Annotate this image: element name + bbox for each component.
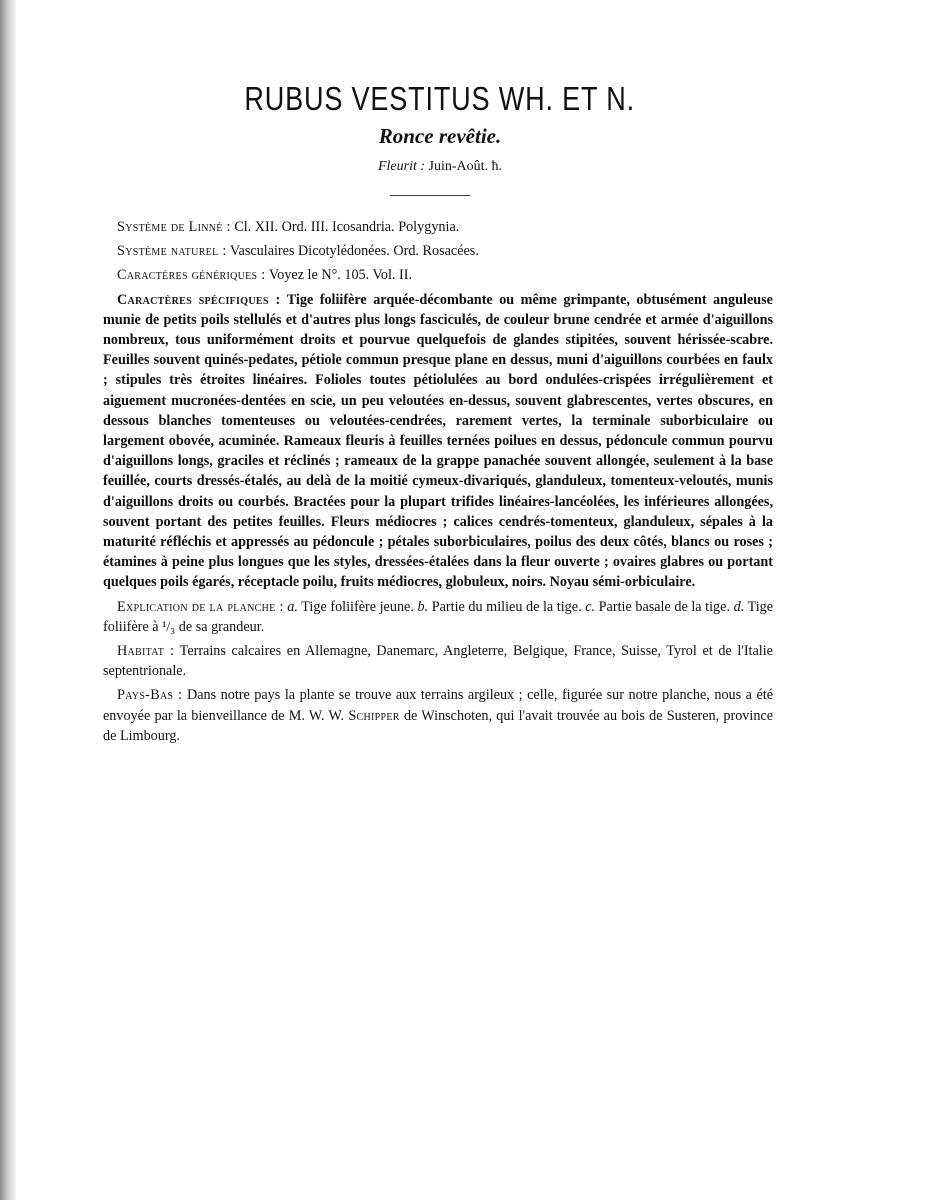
pays-bas-paragraph xyxy=(103,685,773,746)
systeme-naturel-paragraph xyxy=(103,241,773,261)
page-scan-edge xyxy=(0,0,16,1200)
explication-d-key: d. xyxy=(733,598,745,615)
caracteres-specifiques-paragraph xyxy=(103,290,773,593)
description-body xyxy=(103,217,773,750)
flowering-label: Fleurit : xyxy=(377,159,426,174)
caracteres-generiques-paragraph xyxy=(103,265,773,285)
explication-c-text: Partie basale de la tige. xyxy=(598,598,730,615)
habitat-text: Terrains calcaires en Allemagne, Danemarc, Angleterre, Belgique, France, Suisse, Tyrol et de l'Italie septentrionale. xyxy=(103,643,773,680)
caracteres-specifiques-label: Caractères spécifiques : xyxy=(117,291,281,308)
pays-bas-text-after: de Winschoten, qui l'avait trouvée au bois de Susteren, province de Limbourg. xyxy=(103,707,774,744)
caracteres-generiques-text: Voyez le N°. 105. Vol. II. xyxy=(268,267,413,284)
page-title: RUBUS VESTITUS WH. ET N. xyxy=(244,80,635,117)
explication-label: Explication de la planche : xyxy=(117,598,284,615)
caracteres-specifiques-text: Tige foliifère arquée-décombante ou même grimpante, obtusément anguleuse munie de petits poils stellulés et d'autres plus longs fasciculés, de couleur brune cendrée et armée d'aiguillons nombreux, tous uniformément droits et pourvue quelquefois de glandes stipitées, souvent hérissée-scabre. Feuilles souvent quinés-pedates, pétiole commun presque plane en dessus, muni d'aiguillons courbées en faulx ; stipules très étroites linéaires. Folioles toutes pétiolulées au bord ondulées-crispées irrégulièrement et aiguement mucronées-dentées en scie, un peu veloutées en-dessus, souvent glabrescentes, vertes obscures, en dessous blanches tomenteuses ou veloutées-cendrées, rarement vertes, la terminale suborbiculaire ou largement obovée, acuminée. Rameaux fleuris à feuilles ternées poilues en dessus, pédoncule commun pourvu d'aiguillons longs, graciles et réclinés ; rameaux de la grappe panachée souvent allongée, seulement à la base feuillée, courts dressés-étalés, au delà de la moitié cymeux-divariqués, glanduleux, tomenteux-veloutés, munis d'aiguillons droits ou courbés. Bractées pour la plupart trifides linéaires-lancéolées, les inférieures allongées, souvent portant des petites feuilles. Fleurs médiocres ; calices cendrés-tomenteux, glanduleux, sépales à la maturité réfléchis et appressés au pédoncule ; pétales suborbiculaires, poilus des deux côtés, blancs ou roses ; étamines à peine plus longues que les styles, dressées-étalées dans la fleur ouverte ; ovaires glabres ou portant quelques poils égarés, réceptacle poilu, fruits médiocres, globuleux, noirs. Noyau sémi-orbiculaire. xyxy=(103,291,773,591)
title-divider xyxy=(390,195,470,196)
explication-a-key: a. xyxy=(287,598,298,615)
pays-bas-label: Pays-Bas : xyxy=(117,687,183,704)
systeme-naturel-text: Vasculaires Dicotylédonées. Ord. Rosacées. xyxy=(229,243,479,260)
explication-d-text: Tige foliifère à ¹/₃ de sa grandeur. xyxy=(103,598,774,635)
systeme-linne-label: Système de Linné : xyxy=(117,219,231,235)
habitat-paragraph xyxy=(103,641,773,681)
systeme-linne-text: Cl. XII. Ord. III. Icosandria. Polygynia. xyxy=(234,219,460,235)
systeme-naturel-label: Système naturel : xyxy=(117,243,227,260)
habitat-label: Habitat : xyxy=(117,643,175,660)
explication-a-text: Tige foliifère jeune. xyxy=(301,598,414,615)
pays-bas-person: Schipper xyxy=(348,707,400,724)
explication-b-text: Partie du milieu de la tige. xyxy=(431,598,582,615)
explication-b-key: b. xyxy=(417,598,429,615)
explication-c-key: c. xyxy=(585,598,596,615)
common-name: Ronce revêtie. xyxy=(378,124,502,148)
pays-bas-text-before: Dans notre pays la plante se trouve aux terrains argileux ; celle, figurée sur notre planche, nous a été envoyée par la bienveillance de M. W. W. xyxy=(103,687,774,724)
systeme-linne-paragraph xyxy=(103,217,773,237)
flowering-line xyxy=(0,159,880,175)
caracteres-generiques-label: Caractères génériques : xyxy=(117,267,266,284)
flowering-value: Juin-Août. ħ. xyxy=(428,159,503,174)
explication-paragraph xyxy=(103,597,773,637)
